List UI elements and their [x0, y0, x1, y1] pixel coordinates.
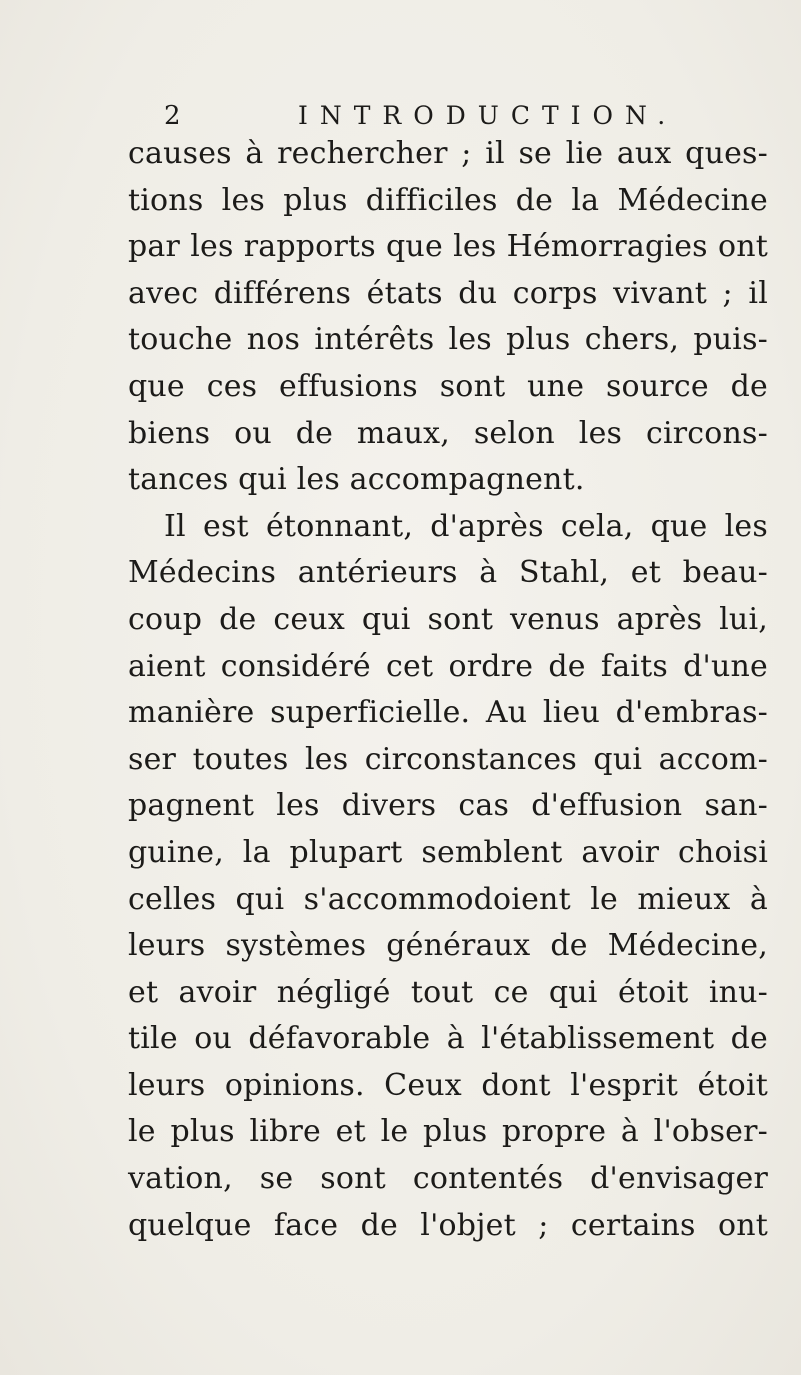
text-line: leurs opinions. Ceux dont l'esprit étoit [128, 1067, 768, 1103]
text-line: par les rapports que les Hémorragies ont [128, 229, 768, 265]
text-line: le plus libre et le plus propre à l'obser- [128, 1114, 768, 1150]
text-line: leurs systèmes généraux de Médecine, [128, 928, 768, 964]
text-line: et avoir négligé tout ce qui étoit inu- [128, 974, 768, 1010]
body-text [128, 131, 768, 1249]
text-line: manière superficielle. Au lieu d'embras- [128, 695, 768, 731]
text-line: tions les plus difficiles de la Médecine [128, 182, 768, 218]
text-line: tances qui les accompagnent. [128, 462, 585, 498]
text-line: avec différens états du corps vivant ; il [128, 275, 768, 311]
text-line: aient considéré cet ordre de faits d'une [128, 648, 768, 684]
page-header [160, 95, 760, 135]
text-line: vation, se sont contentés d'envisager [128, 1161, 768, 1197]
text-line: Médecins antérieurs à Stahl, et beau- [128, 555, 768, 591]
text-line: quelque face de l'objet ; certains ont [128, 1207, 768, 1243]
text-line: que ces effusions sont une source de [128, 368, 768, 404]
text-line: pagnent les divers cas d'effusion san- [128, 788, 768, 824]
text-line: tile ou défavorable à l'établissement de [128, 1021, 768, 1057]
text-line: coup de ceux qui sont venus après lui, [128, 601, 768, 637]
running-head: INTRODUCTION. [298, 101, 678, 130]
text-line: touche nos intérêts les plus chers, puis- [128, 322, 768, 358]
text-line: ser toutes les circonstances qui accom- [128, 741, 768, 777]
text-line: causes à rechercher ; il se lie aux ques- [128, 136, 768, 171]
text-line: guine, la plupart semblent avoir choisi [128, 834, 768, 870]
text-line: celles qui s'accommodoient le mieux à [128, 881, 768, 917]
page-number: 2 [164, 101, 181, 131]
text-line: biens ou de maux, selon les circons- [128, 415, 768, 451]
text-line: Il est étonnant, d'après cela, que les [164, 508, 768, 544]
